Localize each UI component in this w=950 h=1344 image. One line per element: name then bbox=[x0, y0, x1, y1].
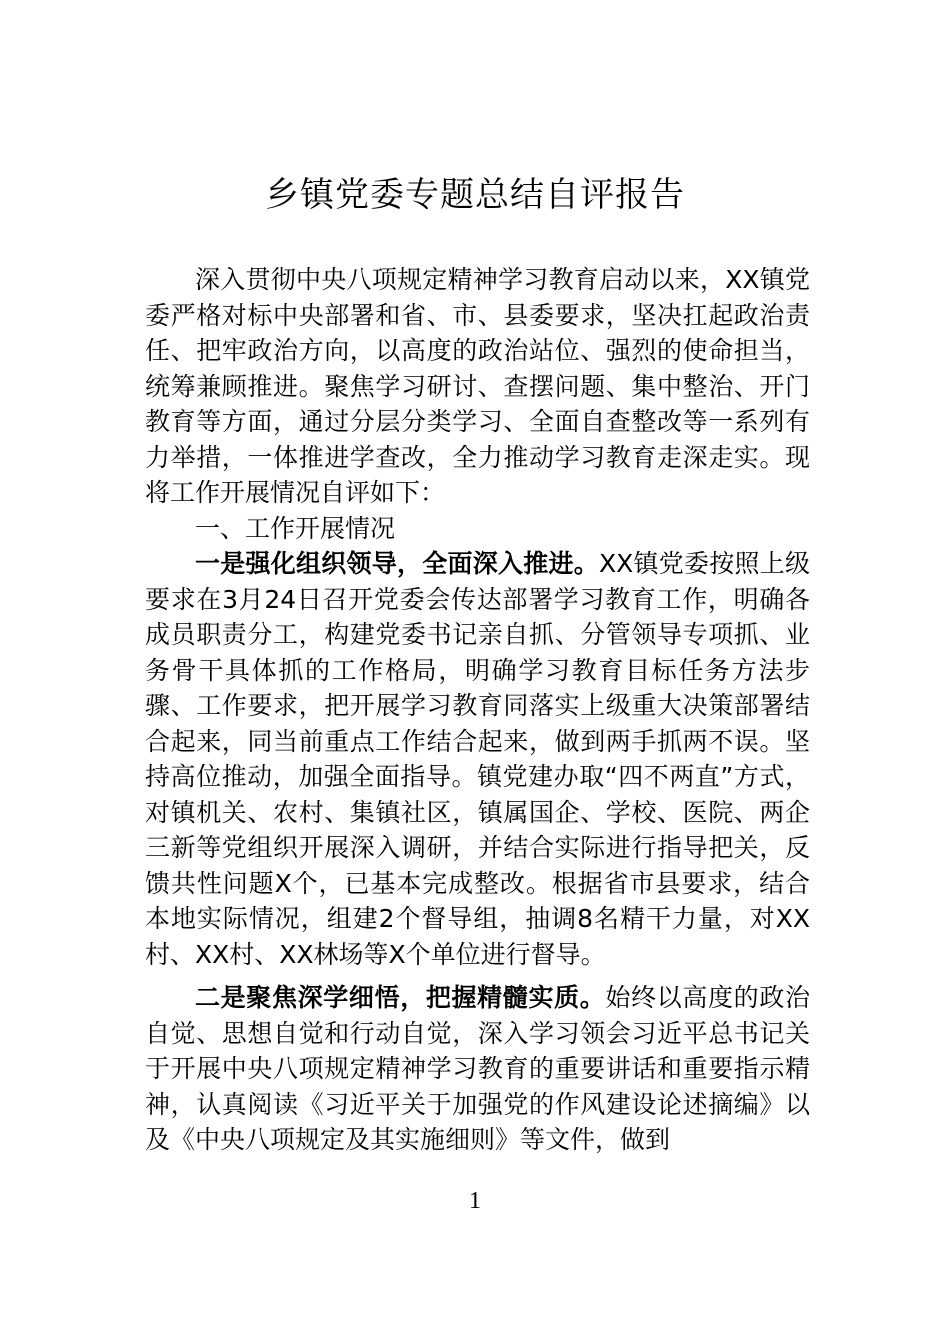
page-number: 1 bbox=[469, 1188, 481, 1214]
intro-paragraph: 深入贯彻中央八项规定精神学习教育启动以来，XX镇党委严格对标中央部署和省、市、县委要求，坚决扛起政治责任、把牢政治方向，以高度的政治站位、强烈的使命担当，统筹兼顾推进。聚焦学习研讨、查摆问题、集中整治、开门教育等方面，通过分层分类学习、全面自查整改等一系列有力举措，一体推进学查改，全力推动学习教育走深走实。现将工作开展情况自评如下： bbox=[145, 265, 810, 507]
item-one-paragraph bbox=[145, 546, 810, 972]
section-heading: 一、工作开展情况 bbox=[195, 513, 396, 543]
item-one-body: XX镇党委按照上级要求在3月24日召开党委会传达部署学习教育工作，明确各成员职责分工，构建党委书记亲自抓、分管领导专项抓、业务骨干具体抓的工作格局，明确学习教育目标任务方法步骤、工作要求，把开展学习教育同落实上级重大决策部署结合起来，同当前重点工作结合起来，做到两手抓两不误。坚持高位推动，加强全面指导。镇党建办取“四不两直”方式，对镇机关、农村、集镇社区，镇属国企、学校、医院、两企三新等党组织开展深入调研，并结合实际进行指导把关，反馈共性问题X个，已基本完成整改。根据省市县要求，结合本地实际情况，组建2个督导组，抽调8名精干力量，对XX村、XX村、XX林场等X个单位进行督导。 bbox=[145, 549, 810, 969]
document-title: 乡镇党委专题总结自评报告 bbox=[265, 175, 685, 215]
item-one-lead: 一是强化组织领导，全面深入推进。 bbox=[195, 549, 599, 578]
item-two-paragraph bbox=[145, 980, 810, 1158]
document-body bbox=[145, 262, 810, 1158]
item-two-lead: 二是聚焦深学细悟，把握精髓实质。 bbox=[195, 983, 606, 1012]
item-two-body: 始终以高度的政治自觉、思想自觉和行动自觉，深入学习领会习近平总书记关于开展中央八项规定精神学习教育的重要讲话和重要指示精神，认真阅读《习近平关于加强党的作风建设论述摘编》以及《中央八项规定及其实施细则》等文件，做到 bbox=[145, 983, 810, 1154]
